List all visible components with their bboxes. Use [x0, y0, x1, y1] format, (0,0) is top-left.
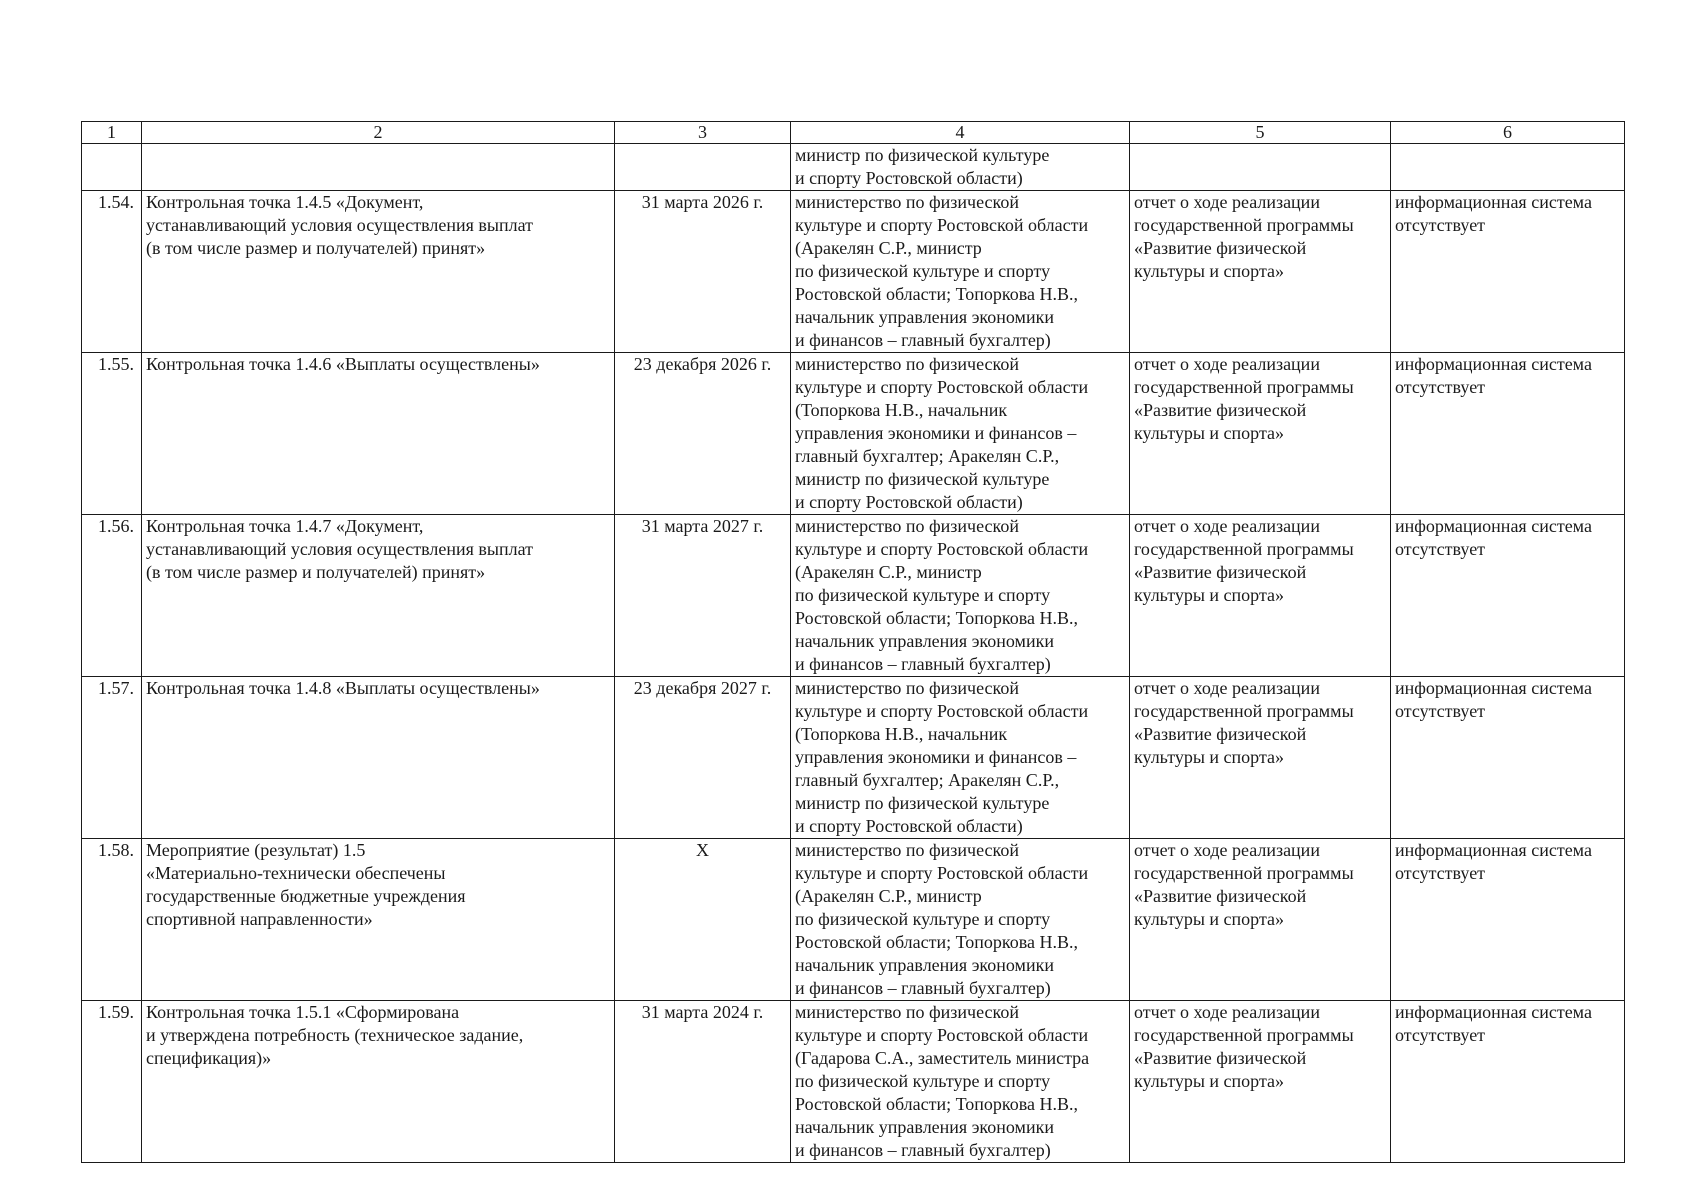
- cell-date: [615, 144, 791, 191]
- document-page: [81, 121, 1624, 1163]
- cell-document: отчет о ходе реализации государственной программы «Развитие физической культуры и спорта»: [1130, 1001, 1391, 1163]
- cell-num: 1.55.: [82, 353, 142, 515]
- cell-system: информационная система отсутствует: [1391, 191, 1625, 353]
- cell-document: [1130, 144, 1391, 191]
- table-row: [82, 677, 1625, 839]
- cell-date: 23 декабря 2027 г.: [615, 677, 791, 839]
- cell-num: 1.57.: [82, 677, 142, 839]
- header-cell-3: 3: [615, 122, 791, 144]
- plan-table: [81, 121, 1625, 1163]
- table-row-continuation: [82, 144, 1625, 191]
- cell-date: 31 марта 2024 г.: [615, 1001, 791, 1163]
- cell-document: отчет о ходе реализации государственной программы «Развитие физической культуры и спорта»: [1130, 515, 1391, 677]
- header-cell-1: 1: [82, 122, 142, 144]
- cell-responsible: министерство по физической культуре и спорту Ростовской области (Топоркова Н.В., начальник управления экономики и финансов – главный бухгалтер; Аракелян С.Р., министр по физической культуре и спорту Ростовской области): [791, 677, 1130, 839]
- table-row: [82, 191, 1625, 353]
- cell-responsible: министерство по физической культуре и спорту Ростовской области (Аракелян С.Р., министр по физической культуре и спорту Ростовской области; Топоркова Н.В., начальник управления экономики и финансов – главный бухгалтер): [791, 191, 1130, 353]
- cell-name: Контрольная точка 1.4.5 «Документ, устанавливающий условия осуществления выплат (в том числе размер и получателей) принят»: [142, 191, 615, 353]
- cell-name: Контрольная точка 1.4.7 «Документ, устанавливающий условия осуществления выплат (в том числе размер и получателей) принят»: [142, 515, 615, 677]
- cell-num: [82, 144, 142, 191]
- table-row: [82, 839, 1625, 1001]
- cell-date: 31 марта 2026 г.: [615, 191, 791, 353]
- cell-name: Мероприятие (результат) 1.5 «Материально-технически обеспечены государственные бюджетные учреждения спортивной направленности»: [142, 839, 615, 1001]
- cell-date: 23 декабря 2026 г.: [615, 353, 791, 515]
- cell-num: 1.58.: [82, 839, 142, 1001]
- cell-responsible: министерство по физической культуре и спорту Ростовской области (Топоркова Н.В., начальник управления экономики и финансов – главный бухгалтер; Аракелян С.Р., министр по физической культуре и спорту Ростовской области): [791, 353, 1130, 515]
- cell-responsible: министерство по физической культуре и спорту Ростовской области (Аракелян С.Р., министр по физической культуре и спорту Ростовской области; Топоркова Н.В., начальник управления экономики и финансов – главный бухгалтер): [791, 515, 1130, 677]
- cell-date: Х: [615, 839, 791, 1001]
- cell-system: информационная система отсутствует: [1391, 353, 1625, 515]
- cell-responsible: министерство по физической культуре и спорту Ростовской области (Аракелян С.Р., министр по физической культуре и спорту Ростовской области; Топоркова Н.В., начальник управления экономики и финансов – главный бухгалтер): [791, 839, 1130, 1001]
- cell-document: отчет о ходе реализации государственной программы «Развитие физической культуры и спорта»: [1130, 191, 1391, 353]
- table-header-row: [82, 122, 1625, 144]
- table-row: [82, 515, 1625, 677]
- cell-num: 1.59.: [82, 1001, 142, 1163]
- cell-name: Контрольная точка 1.4.6 «Выплаты осуществлены»: [142, 353, 615, 515]
- cell-responsible: министр по физической культуре и спорту Ростовской области): [791, 144, 1130, 191]
- cell-document: отчет о ходе реализации государственной программы «Развитие физической культуры и спорта»: [1130, 353, 1391, 515]
- cell-num: 1.56.: [82, 515, 142, 677]
- header-cell-4: 4: [791, 122, 1130, 144]
- cell-system: информационная система отсутствует: [1391, 677, 1625, 839]
- table-row: [82, 1001, 1625, 1163]
- header-cell-2: 2: [142, 122, 615, 144]
- header-cell-6: 6: [1391, 122, 1625, 144]
- cell-system: информационная система отсутствует: [1391, 515, 1625, 677]
- cell-document: отчет о ходе реализации государственной программы «Развитие физической культуры и спорта»: [1130, 677, 1391, 839]
- header-cell-5: 5: [1130, 122, 1391, 144]
- table-row: [82, 353, 1625, 515]
- cell-responsible: министерство по физической культуре и спорту Ростовской области (Гадарова С.А., заместитель министра по физической культуре и спорту Ростовской области; Топоркова Н.В., начальник управления экономики и финансов – главный бухгалтер): [791, 1001, 1130, 1163]
- cell-date: 31 марта 2027 г.: [615, 515, 791, 677]
- cell-name: [142, 144, 615, 191]
- cell-name: Контрольная точка 1.4.8 «Выплаты осуществлены»: [142, 677, 615, 839]
- cell-system: информационная система отсутствует: [1391, 839, 1625, 1001]
- cell-system: [1391, 144, 1625, 191]
- cell-system: информационная система отсутствует: [1391, 1001, 1625, 1163]
- cell-name: Контрольная точка 1.5.1 «Сформирована и утверждена потребность (техническое задание, спецификация)»: [142, 1001, 615, 1163]
- cell-num: 1.54.: [82, 191, 142, 353]
- cell-document: отчет о ходе реализации государственной программы «Развитие физической культуры и спорта»: [1130, 839, 1391, 1001]
